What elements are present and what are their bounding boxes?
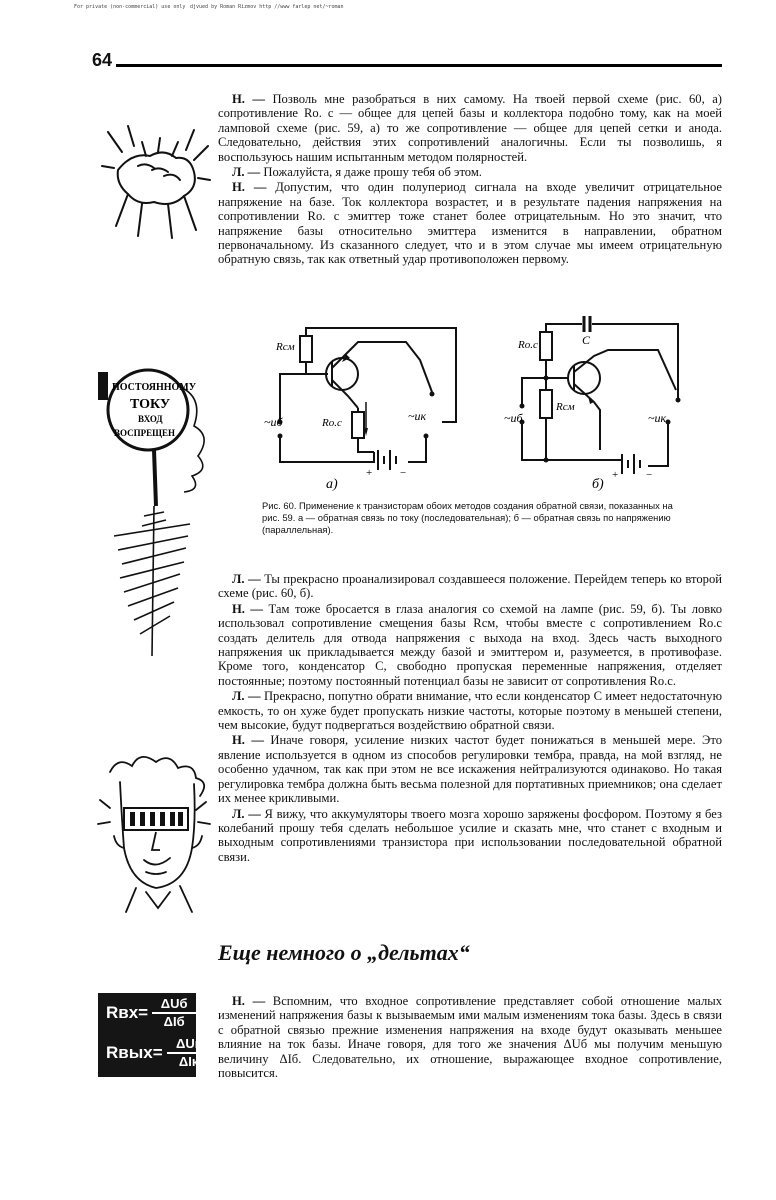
section-dialogue bbox=[218, 994, 722, 1081]
paragraph bbox=[218, 807, 722, 865]
page-number: 64 bbox=[92, 50, 113, 70]
u-b-label: ~uб bbox=[264, 415, 283, 429]
paragraph-text: Пожалуйста, я даже прошу тебя об этом. bbox=[260, 165, 482, 180]
r-in-numerator: ΔUб bbox=[160, 996, 188, 1011]
battery-plus: + bbox=[366, 467, 373, 479]
paragraph-text: Допустим, что один полупериод сигнала на входе увеличит отрицательное напряжение на базе. Ток коллектора возрастет, и в результате падения напряжения на сопротивлении Rо. с эмиттер тоже станет более отрицательным. Но это значит, что напряжение базы относительно эмиттера изменится в направлении, обратном первоначальному. Из сказанного следует, что и в этом случае мы имеем отрицательную обратную связь, так как ответный удар противоположен первому. bbox=[218, 180, 723, 267]
paragraph-text: Я вижу, что аккумуляторы твоего мозга хорошо заряжены фосфором. Поэтому я без колебаний прошу тебя сделать небольшое усилие и сказать мне, что станет с входным и выходным сопротивлениями транзистора при использовании последовательной обратной связи. bbox=[218, 806, 722, 864]
djvu-credit-note: djvued by Roman Rizmov http //www farlep net/~roman bbox=[190, 4, 344, 10]
speaker: Н. — bbox=[232, 733, 264, 748]
formula-box bbox=[98, 993, 202, 1077]
r-oc-label-b: Rо.с bbox=[518, 339, 538, 351]
input-resistance-formula bbox=[106, 997, 196, 1029]
sign-line-3: ВХОД bbox=[138, 414, 163, 424]
speaker: Л. — bbox=[232, 689, 261, 704]
battery-minus-b: − bbox=[646, 469, 653, 481]
speaker: Н. — bbox=[232, 92, 265, 106]
battery-plus-b: + bbox=[612, 469, 619, 481]
face-illustration bbox=[96, 752, 214, 916]
subfigure-b-label: б) bbox=[592, 477, 604, 492]
sign-line-4: ВОСПРЕЩЕН bbox=[114, 428, 176, 438]
r-out-numerator: ΔUк bbox=[176, 1036, 202, 1051]
paragraph bbox=[218, 180, 722, 266]
header-rule bbox=[116, 64, 722, 67]
subfigure-a-label: а) bbox=[326, 477, 338, 492]
paragraph bbox=[218, 165, 722, 179]
speaker: Л. — bbox=[232, 572, 261, 586]
speaker: Н. — bbox=[232, 180, 267, 195]
paragraph-text: Прекрасно, попутно обрати внимание, что если конденсатор C имеет недостаточную емкость, то он хуже будет пропускать низкие частоты, которые поэтому в меньшей степени, чем высокие, будут подвергаться воздействию обратной связи. bbox=[218, 689, 722, 733]
output-resistance-formula bbox=[106, 1037, 211, 1069]
paragraph bbox=[218, 733, 722, 805]
speaker: Л. — bbox=[232, 165, 261, 180]
r-sm-label-b: Rсм bbox=[556, 401, 575, 413]
circuit-diagram-b bbox=[504, 310, 698, 492]
sign-illustration bbox=[94, 366, 216, 660]
paragraph-text: Позволь мне разобраться в них самому. На твоей первой схеме (рис. 60, а) сопротивление Rо. с — общее для цепей базы и коллектора подобно тому, как на моей ламповой схеме (рис. 59, а) то же сопротивление — общее для цепей сетки и анода. Следовательно, действия этих сопротивлений аналогичны. Если ты позволишь, я воспользуюсь нашим испытанным методом полярностей. bbox=[218, 92, 722, 164]
speaker: Н. — bbox=[232, 994, 266, 1008]
capacitor-label: C bbox=[582, 333, 591, 347]
paragraph-text: Ты прекрасно проанализировал создавшееся положение. Перейдем теперь ко второй схеме (рис. 60, б). bbox=[218, 572, 722, 601]
r-out-fraction bbox=[167, 1037, 211, 1069]
r-in-label: Rвх= bbox=[106, 1003, 149, 1022]
paragraph-text: Иначе говоря, усиление низких частот будет понижаться в меньшей мере. Это явление используется в одном из способов регулировки тембра, правда, на мой взгляд, не особенно удачном, так как при этом не все искажения нейтрализуются одинаково. Но такая регулировка тембра должна быть весьма полезной для портативных приемников; она сделает их менее крикливыми. bbox=[218, 733, 723, 806]
top-dialogue bbox=[218, 92, 722, 268]
u-b-label-b: ~uб bbox=[504, 411, 523, 425]
figure-caption: Рис. 60. Применение к транзисторам обоих методов создания обратной связи, показанных на рис. 59. а — обратная связь по току (последовательная); б — обратная связь по напряжению (параллельная). bbox=[262, 500, 673, 535]
paragraph bbox=[218, 92, 722, 164]
sign-line-2: ТОКУ bbox=[130, 397, 171, 412]
private-use-note: For private (non-commercial) use only bbox=[74, 4, 186, 10]
r-in-fraction bbox=[152, 997, 196, 1029]
r-oc-label: Rо.с bbox=[322, 417, 342, 429]
paragraph bbox=[218, 602, 722, 688]
r-out-denominator: ΔIк bbox=[178, 1054, 199, 1069]
paragraph-text: Там тоже бросается в глаза аналогия со схемой на лампе (рис. 59, б). Ты ловко использовал сопротивление смещения базы Rсм, чтобы вместе с сопротивлением Rо.с создать делитель для отвода напряжения с выхода на вход. Здесь часть выходного напряжения uк прикладывается между базой и эмиттером и, разумеется, в противофазе. Кроме того, конденсатор C, свободно пропуская переменные напряжения, отделяет постоянные; поэтому постоянный потенциал базы не зависит от сопротивления Rо.с. bbox=[218, 601, 722, 688]
paragraph-text: Вспомним, что входное сопротивление представляет собой отношение малых изменений напряжения базы к вызываемым ими малым изменениям тока базы. Здесь в связи с обратной связью прежние изменения напряжения на входе будут оказывать меньшее влияние на ток базы. Иначе говоря, для того же значения ΔUб мы получим меньшую величину ΔIб. Следовательно, их отношение, выражающее входное сопротивление, повысится. bbox=[218, 994, 723, 1081]
r-out-label: Rвых= bbox=[106, 1043, 163, 1062]
section-heading: Еще немного о „дельтах“ bbox=[218, 940, 470, 965]
paragraph bbox=[218, 689, 722, 732]
fist-illustration bbox=[98, 122, 214, 248]
battery-minus: − bbox=[400, 467, 407, 479]
sign-line-1: ПОСТОЯННОМУ bbox=[112, 382, 197, 393]
bottom-dialogue bbox=[218, 572, 722, 865]
u-k-label-b: ~uк bbox=[648, 411, 667, 425]
speaker: Н. — bbox=[232, 601, 264, 616]
u-k-label: ~uк bbox=[408, 409, 427, 423]
circuit-diagram-a bbox=[266, 312, 466, 492]
speaker: Л. — bbox=[232, 806, 261, 821]
r-sm-label: Rсм bbox=[276, 341, 295, 353]
r-in-denominator: ΔIб bbox=[163, 1014, 185, 1029]
paragraph bbox=[218, 994, 722, 1080]
paragraph bbox=[218, 572, 722, 601]
